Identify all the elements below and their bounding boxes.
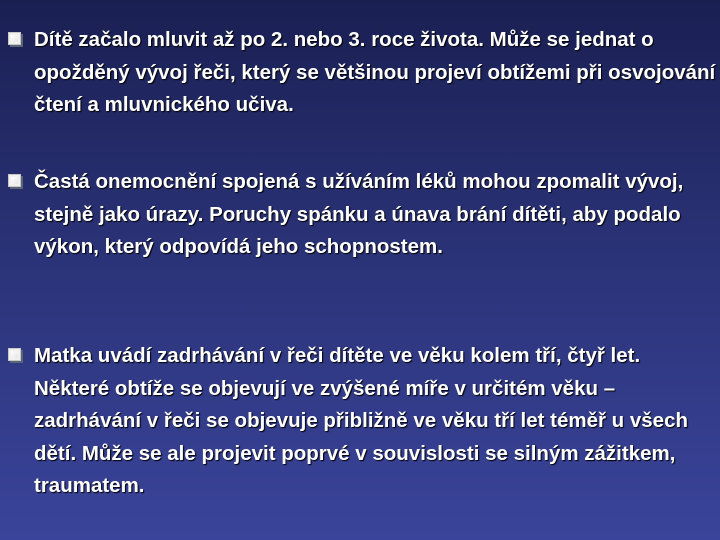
square-bullet-icon bbox=[8, 32, 21, 45]
bullet-item bbox=[8, 340, 716, 503]
bullet-item bbox=[8, 24, 716, 122]
bullet-text: Matka uvádí zadrhávání v řeči dítěte ve věku kolem tří, čtyř let. Některé obtíže se objevují ve zvýšené míře v určitém věku – zadrhávání v řeči se objevuje přibližně ve věku tří let téměř u všech dětí. Může se ale projevit poprvé v souvislosti se silným zážitkem, traumatem. bbox=[34, 344, 688, 497]
bullet-text: Častá onemocnění spojená s užíváním léků mohou zpomalit vývoj, stejně jako úrazy. Poruchy spánku a únava brání dítěti, aby podalo výkon, který odpovídá jeho schopnostem. bbox=[34, 170, 684, 258]
square-bullet-icon bbox=[8, 174, 21, 187]
bullet-text: Dítě začalo mluvit až po 2. nebo 3. roce života. Může se jednat o opožděný vývoj řeči, který se většinou projeví obtížemi při osvojování čtení a mluvnického učiva. bbox=[34, 28, 716, 116]
square-bullet-icon bbox=[8, 348, 21, 361]
bullet-item bbox=[8, 166, 716, 264]
